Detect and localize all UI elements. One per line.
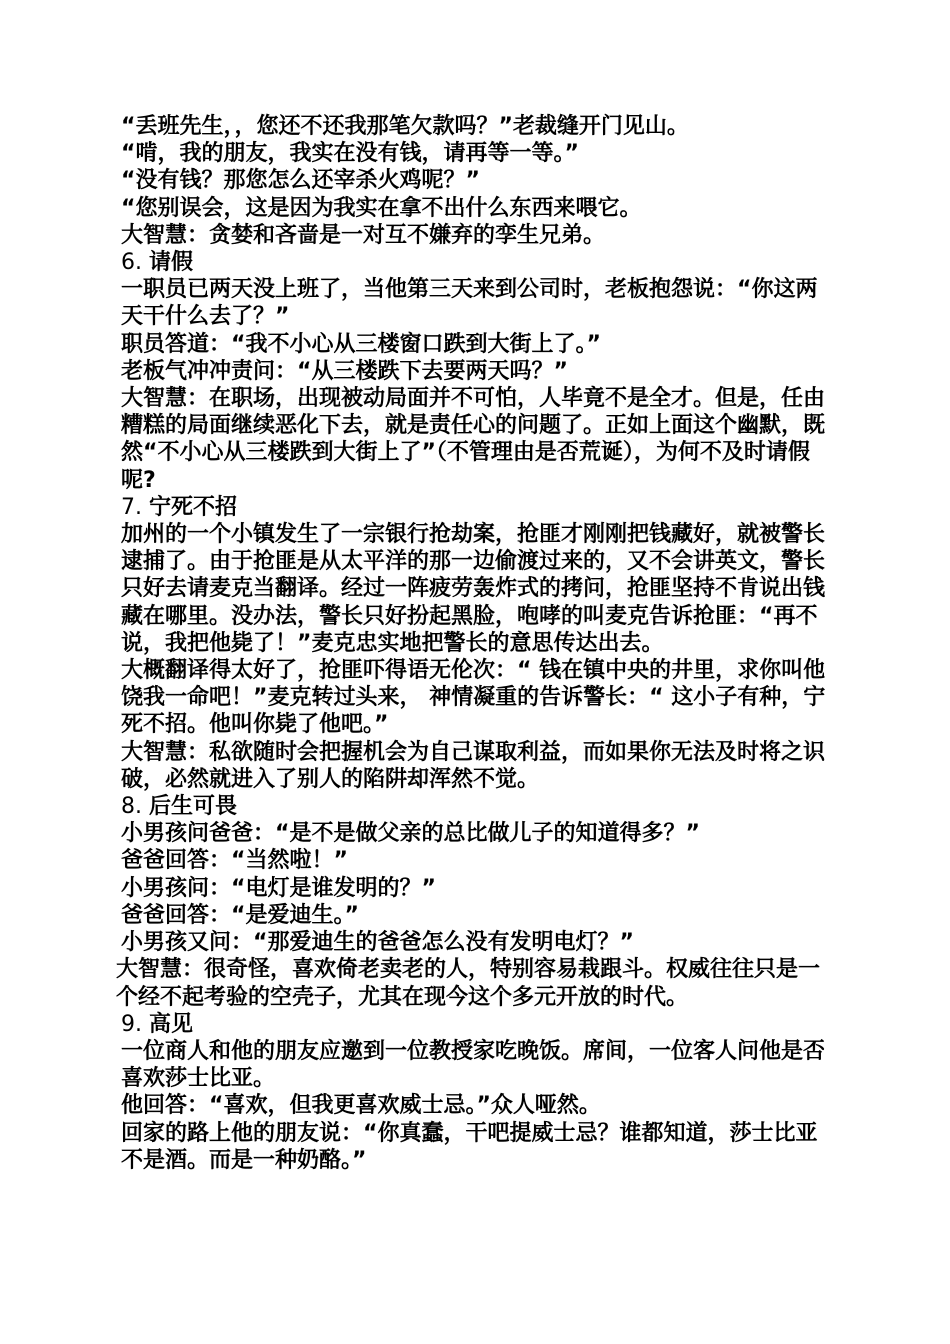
section-heading [116, 793, 836, 820]
paragraph: 他回答：“喜欢，但我更喜欢威士忌。”众人哑然。 [121, 1093, 601, 1119]
section-number: 6. [121, 250, 149, 276]
paragraph: 大概翻译得太好了，抢匪吓得语无伦次：“ 钱在镇中央的井里，求你叫他饶我一命吧！”麦克转过头来， 神情凝重的告诉警长：“ 这小子有种，宁死不招。他叫你毙了他吧。” [121, 658, 826, 738]
paragraph: 老板气冲冲责问：“从三楼跌下去要两天吗？” [121, 358, 568, 384]
paragraph: 回家的路上他的朋友说：“你真蠢，干吧提威士忌？谁都知道，莎士比亚不是酒。而是一种奶酪。” [121, 1120, 818, 1173]
paragraph: “丢班先生，，您还不还我那笔欠款吗？”老裁缝开门见山。 [121, 114, 689, 139]
section-number: 7. [121, 494, 149, 520]
paragraph: 大智慧：贪婪和吝啬是一对互不嫌弃的孪生兄弟。 [121, 222, 606, 248]
section-heading [116, 1011, 836, 1038]
document-body [116, 113, 836, 1174]
paragraph: 加州的一个小镇发生了一宗银行抢劫案，抢匪才刚刚把钱藏好，就被警长逮捕了。由于抢匪是从太平洋的那一边偷渡过来的，又不会讲英文，警长只好去请麦克当翻译。经过一阵疲劳轰炸式的拷问，抢匪坚持不肯说出钱藏在哪里。没办法，警长只好扮起黑脸，咆哮的叫麦克告诉抢匪：“再不说，我把他毙了！”麦克忠实地把警长的意思传达出去。 [121, 522, 826, 656]
paragraph: “啃，我的朋友，我实在没有钱，请再等一等。” [121, 141, 579, 167]
section-title: 高见 [148, 1011, 193, 1037]
paragraph: 小男孩问：“电灯是谁发明的？” [121, 875, 436, 901]
paragraph: 职员答道：“我不小心从三楼窗口跌到大街上了。” [121, 331, 601, 357]
section-number: 9. [121, 1011, 149, 1037]
section-heading [116, 249, 836, 276]
paragraph: 大智慧：很奇怪，喜欢倚老卖老的人，特别容易栽跟斗。权威往往只是一个经不起考验的空壳子，尤其在现今这个多元开放的时代。 [116, 957, 821, 1010]
paragraph: “您别误会，这是因为我实在拿不出什么东西来喂它。 [121, 195, 642, 221]
paragraph: 爸爸回答：“当然啦！” [121, 848, 348, 874]
section-title: 请假 [148, 250, 193, 276]
paragraph: 爸爸回答：“是爱迪生。” [121, 902, 359, 928]
paragraph: 大智慧：在职场，出现被动局面并不可怕，人毕竟不是全才。但是，任由糟糕的局面继续恶化下去，就是责任心的问题了。正如上面这个幽默，既然“不小心从三楼跌到大街上了”（不管理由是否荒诞），为何不及时请假呢? [121, 386, 826, 493]
paragraph: 一位商人和他的朋友应邀到一位教授家吃晚饭。席间，一位客人问他是否喜欢莎士比亚。 [121, 1038, 826, 1092]
section-heading [116, 494, 836, 521]
section-number: 8. [121, 794, 149, 820]
paragraph: 小男孩又问：“那爱迪生的爸爸怎么没有发明电灯？” [121, 930, 634, 956]
paragraph: 一职员已两天没上班了，当他第三天来到公司时，老板抱怨说：“你这两天干什么去了？” [121, 277, 818, 330]
paragraph: 小男孩问爸爸：“是不是做父亲的总比做儿子的知道得多？” [121, 821, 700, 847]
paragraph: 大智慧：私欲随时会把握机会为自己谋取利益，而如果你无法及时将之识破，必然就进入了别人的陷阱却浑然不觉。 [121, 739, 826, 792]
section-title: 后生可畏 [148, 794, 237, 820]
section-title: 宁死不招 [148, 494, 237, 520]
paragraph: “没有钱？那您怎么还宰杀火鸡呢？” [121, 168, 480, 194]
